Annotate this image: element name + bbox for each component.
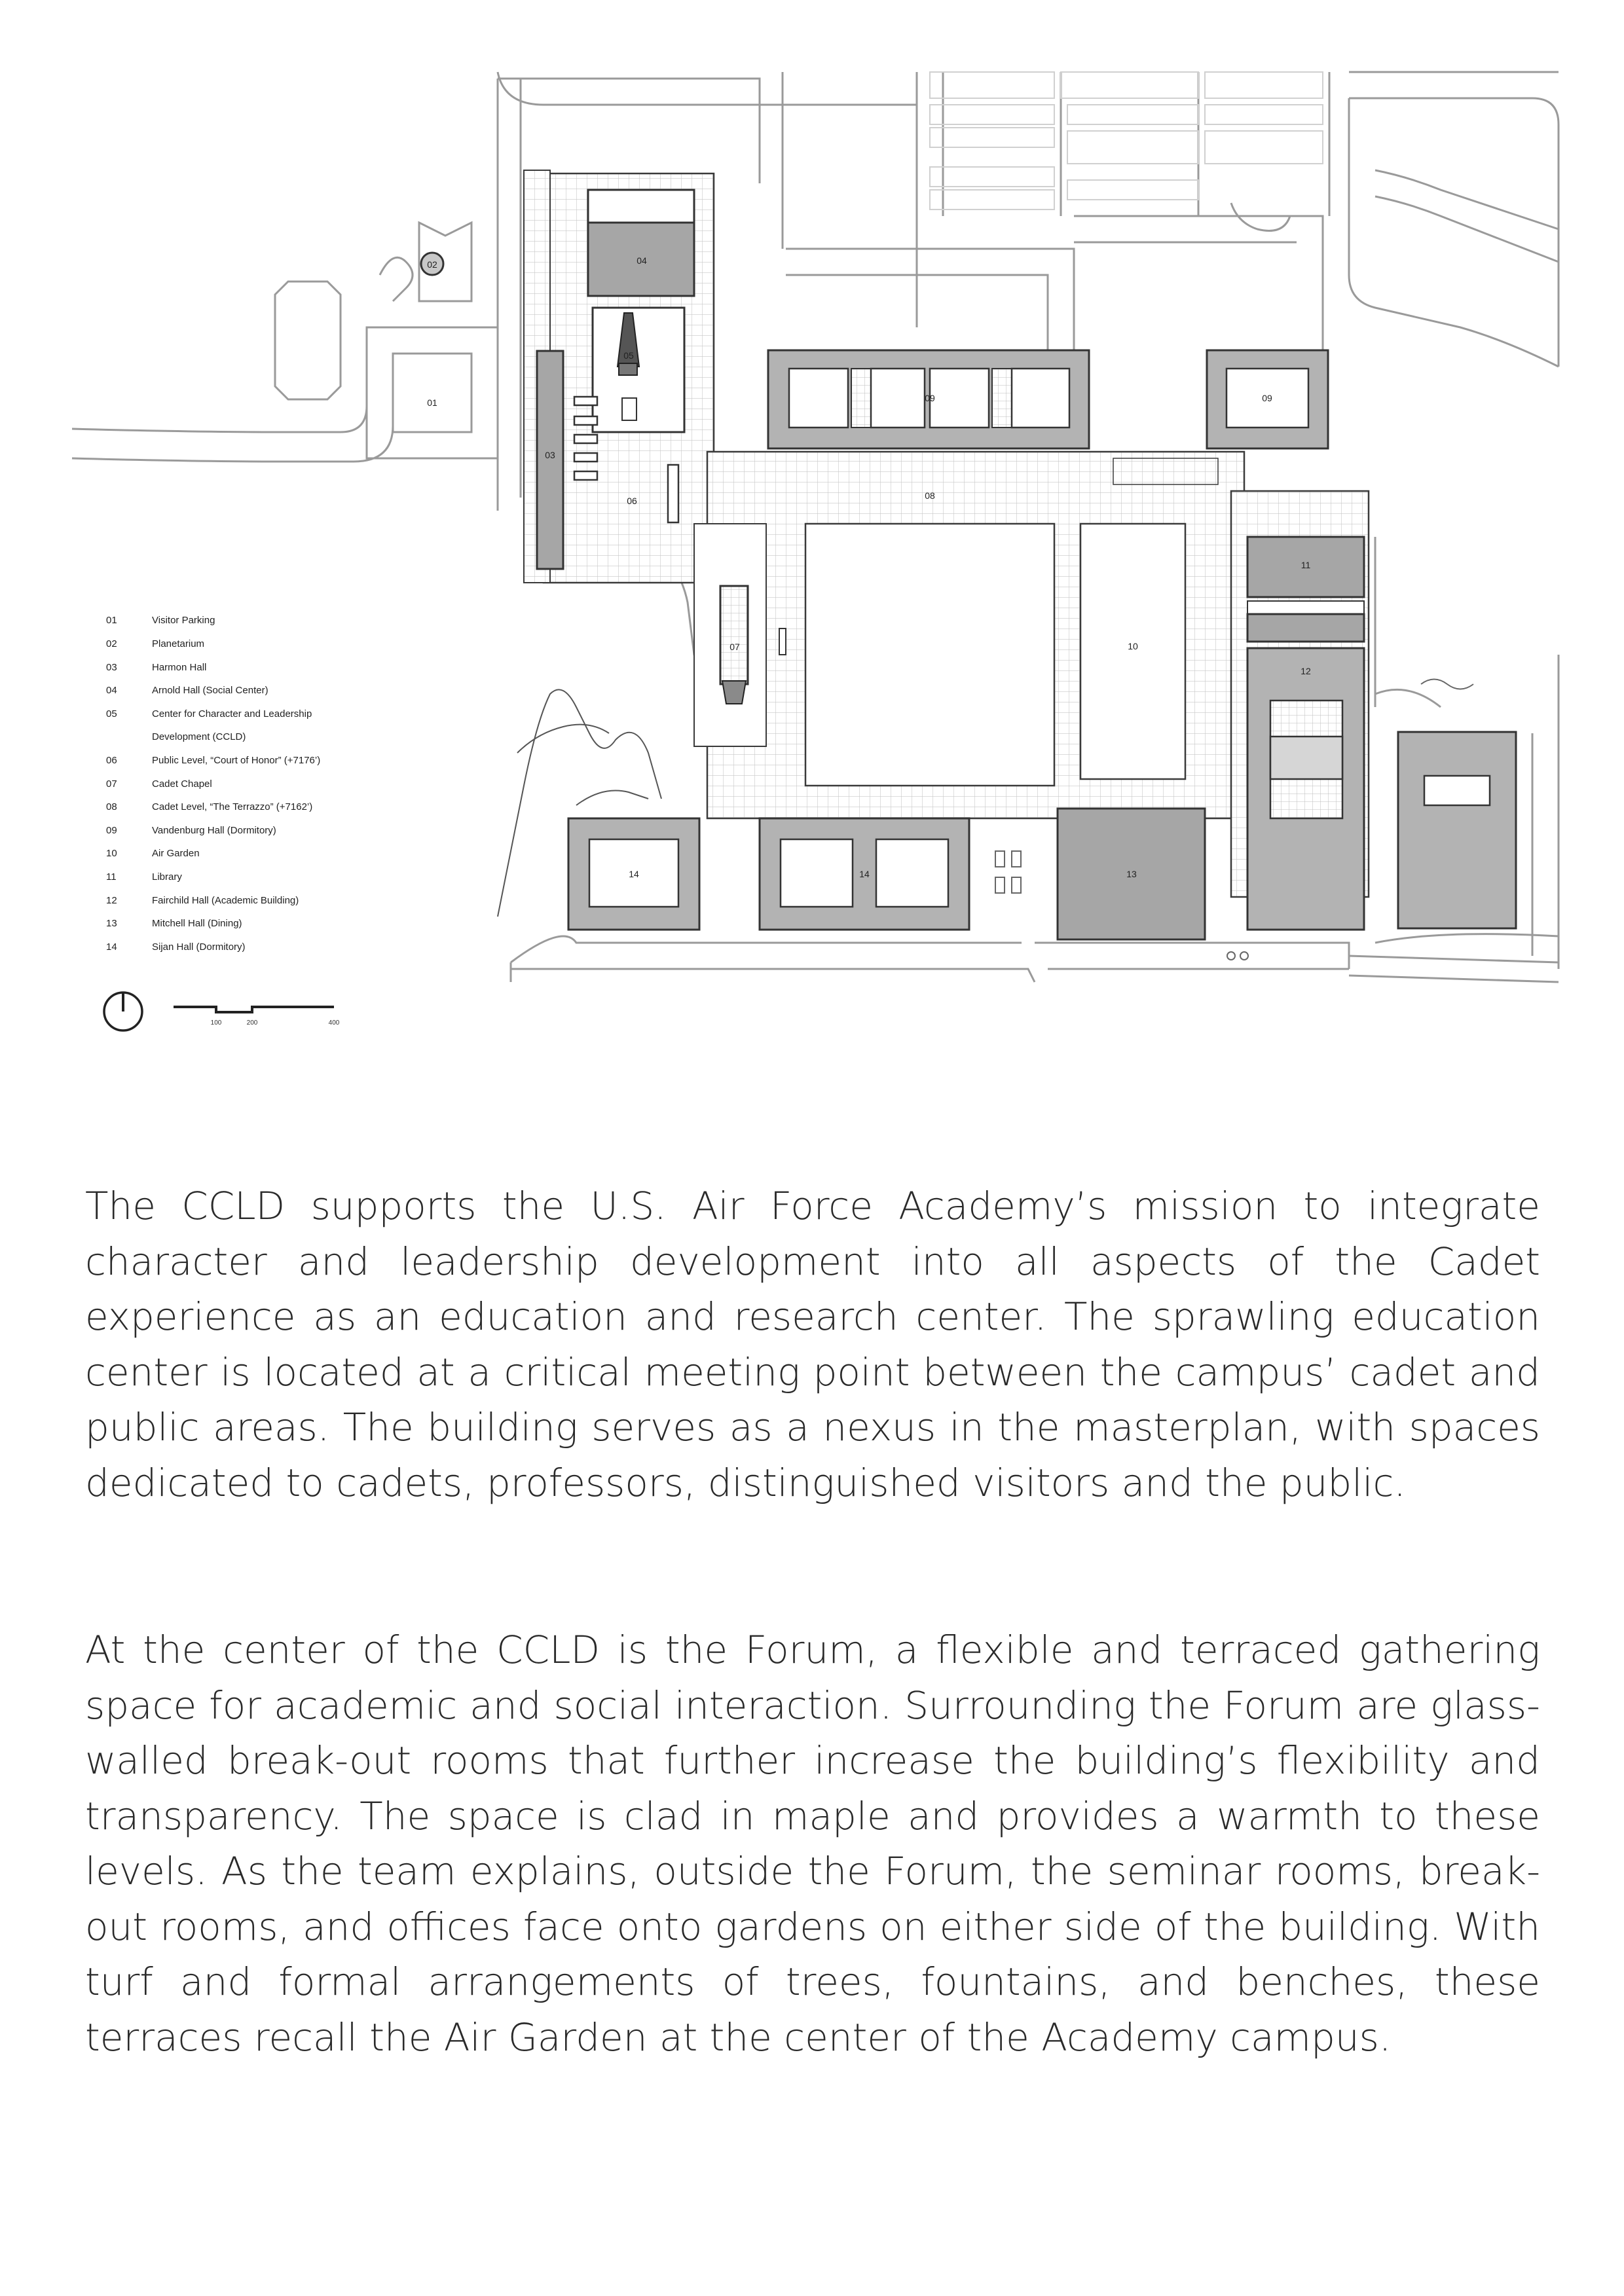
label-11: 11: [1301, 560, 1311, 570]
label-14-east: 14: [859, 869, 870, 879]
label-02: 02: [427, 259, 437, 270]
legend-text: Arnold Hall (Social Center): [152, 685, 268, 696]
legend-text: Vandenburg Hall (Dormitory): [152, 825, 276, 836]
label-13: 13: [1126, 869, 1137, 879]
legend-num: 08: [106, 801, 117, 812]
label-04: 04: [637, 255, 647, 266]
legend-text: Library: [152, 871, 182, 883]
legend-num: 07: [106, 778, 117, 790]
legend-num: 14: [106, 941, 117, 953]
label-01: 01: [427, 397, 437, 408]
site-plan: [0, 0, 1624, 1074]
label-05: 05: [623, 350, 634, 361]
legend-texts: [152, 615, 320, 953]
legend-num: 13: [106, 918, 117, 929]
label-12: 12: [1301, 666, 1311, 676]
legend-num: 10: [106, 848, 117, 859]
label-10: 10: [1128, 641, 1138, 651]
legend-text: Development (CCLD): [152, 731, 246, 742]
body-paragraph-1: The CCLD supports the U.S. Air Force Academy’s mission to integrate character and leadership development into all aspects of the Cadet experience as an education and research center. The sprawling education center is located at a critical meeting point between the campus’ cadet and public areas. The building serves as a nexus in the masterplan, with spaces dedicated to cadets, professors, distinguished visitors and the public.: [85, 1184, 1540, 1505]
label-07: 07: [729, 642, 740, 652]
legend-num: 02: [106, 638, 117, 649]
legend-text: Cadet Chapel: [152, 778, 212, 790]
legend-text: Center for Character and Leadership: [152, 708, 312, 720]
legend-num: 11: [106, 871, 117, 883]
body-paragraph-2: At the center of the CCLD is the Forum, a flexible and terraced gathering space for academic and social interaction. Surrounding the Forum are glass-walled break-out rooms that further increase the building’s flexibility and transparency. The space is clad in maple and provides a warmth to these levels. As the team explains, outside the Forum, the seminar rooms, break-out rooms, and offices face onto gardens on either side of the building. With turf and formal arrangements of trees, fountains, and benches, these terraces recall the Air Garden at the center of the Academy campus.: [85, 1628, 1540, 2060]
legend-num: 05: [106, 708, 117, 720]
label-06: 06: [627, 496, 637, 506]
legend-text: Mitchell Hall (Dining): [152, 918, 242, 929]
scale-label: 400: [328, 1019, 340, 1027]
legend-text: Cadet Level, “The Terrazzo” (+7162’): [152, 801, 313, 812]
legend-text: Air Garden: [152, 848, 200, 859]
legend-text: Harmon Hall: [152, 662, 207, 673]
scale-bar-icon: [174, 1007, 340, 1027]
legend-num: 01: [106, 615, 117, 626]
label-08: 08: [925, 490, 935, 501]
legend-text: Visitor Parking: [152, 615, 215, 626]
building-east-annex: [1398, 732, 1516, 928]
scale-label: 100: [210, 1019, 222, 1027]
visitor-parking: [275, 223, 498, 458]
legend-text: Sijan Hall (Dormitory): [152, 941, 246, 953]
building-library: [1247, 537, 1364, 642]
north-arrow-icon: [104, 993, 142, 1030]
building-vandenburg-hall: [768, 350, 1328, 448]
scale-label: 200: [246, 1019, 258, 1027]
legend-numbers: [106, 615, 117, 953]
legend-num: 04: [106, 685, 117, 696]
legend-num: 12: [106, 895, 117, 906]
label-03: 03: [545, 450, 555, 460]
legend-num: 06: [106, 755, 117, 766]
legend-text: Planetarium: [152, 638, 205, 649]
building-arnold-hall: [588, 190, 694, 432]
label-09-east: 09: [1262, 393, 1272, 403]
legend-num: 03: [106, 662, 117, 673]
legend-num: 09: [106, 825, 117, 836]
legend-text: Public Level, “Court of Honor” (+7176’): [152, 755, 321, 766]
label-09-west: 09: [925, 393, 935, 403]
building-fairchild-hall: [1247, 648, 1364, 930]
legend-text: Fairchild Hall (Academic Building): [152, 895, 299, 906]
label-14-west: 14: [629, 869, 639, 879]
legend: [106, 615, 320, 953]
north-parking: [930, 72, 1323, 210]
